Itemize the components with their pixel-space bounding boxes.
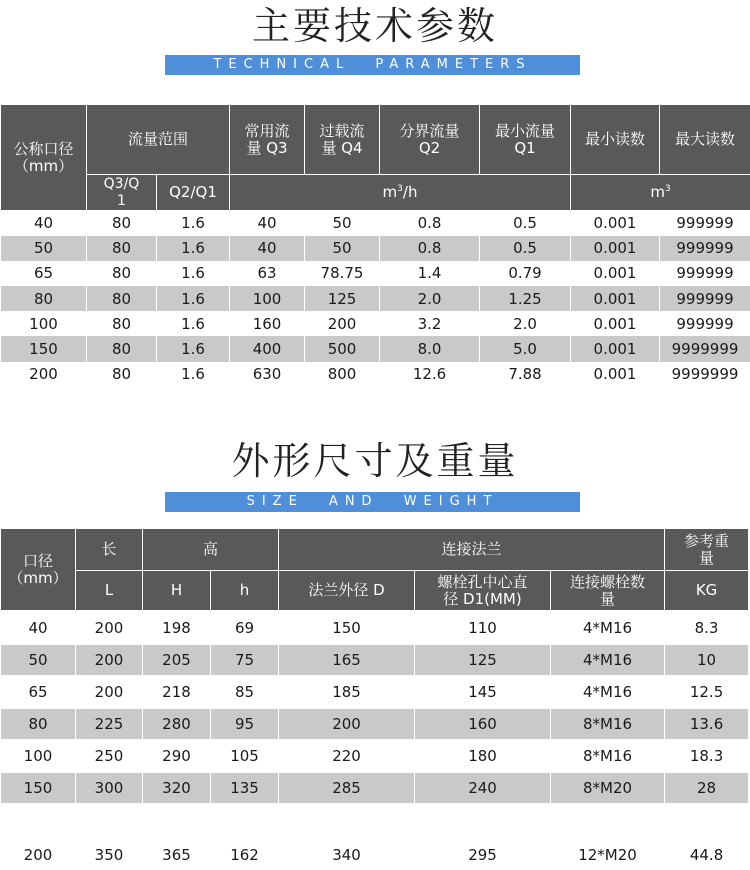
table-cell: 200 xyxy=(1,803,76,870)
header-min-reading: 最小读数 xyxy=(571,105,660,175)
header-L: L xyxy=(76,571,143,611)
table-cell: 10 xyxy=(665,645,749,675)
table-cell: 1.6 xyxy=(157,336,230,361)
table-cell: 200 xyxy=(76,611,143,645)
table-cell: 999999 xyxy=(660,211,750,236)
table-cell: 365 xyxy=(143,803,211,870)
table-row xyxy=(1,675,749,709)
table-row xyxy=(1,773,749,803)
table-row xyxy=(1,709,749,739)
table-cell: 630 xyxy=(230,362,305,387)
header-q3: 常用流 量 Q3 xyxy=(230,105,305,175)
table-cell: 218 xyxy=(143,675,211,709)
table-cell: 1.4 xyxy=(380,261,480,286)
table-cell: 205 xyxy=(143,645,211,675)
technical-parameters-table xyxy=(0,104,750,387)
table-cell: 5.0 xyxy=(480,336,571,361)
table-cell: 105 xyxy=(211,739,279,773)
table-cell: 8*M16 xyxy=(551,709,665,739)
table-cell: 800 xyxy=(305,362,380,387)
technical-parameters-title: 主要技术参数 xyxy=(0,2,750,50)
header-flange: 连接法兰 xyxy=(279,529,665,571)
table-row xyxy=(1,362,750,387)
table-cell: 340 xyxy=(279,803,415,870)
table-cell: 69 xyxy=(211,611,279,645)
table-cell: 80 xyxy=(87,311,157,336)
table-cell: 13.6 xyxy=(665,709,749,739)
table-cell: 0.001 xyxy=(571,211,660,236)
header-q1: 最小流量 Q1 xyxy=(480,105,571,175)
table-cell: 350 xyxy=(76,803,143,870)
table-cell: 300 xyxy=(76,773,143,803)
table-cell: 80 xyxy=(87,211,157,236)
table-cell: 80 xyxy=(87,286,157,311)
table-cell: 200 xyxy=(76,675,143,709)
table-cell: 185 xyxy=(279,675,415,709)
table-cell: 125 xyxy=(305,286,380,311)
table-cell: 2.0 xyxy=(380,286,480,311)
table-cell: 999999 xyxy=(660,286,750,311)
table-cell: 100 xyxy=(1,311,87,336)
table-cell: 0.79 xyxy=(480,261,571,286)
table-cell: 18.3 xyxy=(665,739,749,773)
table-cell: 75 xyxy=(211,645,279,675)
size-weight-table xyxy=(0,528,749,870)
table-cell: 7.88 xyxy=(480,362,571,387)
table-cell: 198 xyxy=(143,611,211,645)
header-q3-q1: Q3/Q 1 xyxy=(87,175,157,211)
table-cell: 0.001 xyxy=(571,362,660,387)
technical-parameters-banner: TECHNICAL PARAMETERS xyxy=(165,55,580,75)
size-weight-title: 外形尺寸及重量 xyxy=(0,436,750,486)
table-cell: 9999999 xyxy=(660,362,750,387)
table-cell: 150 xyxy=(1,773,76,803)
table-cell: 1.25 xyxy=(480,286,571,311)
table-cell: 0.001 xyxy=(571,236,660,261)
header-length: 长 xyxy=(76,529,143,571)
table-cell: 3.2 xyxy=(380,311,480,336)
table-cell: 0.8 xyxy=(380,211,480,236)
table-row xyxy=(1,803,749,870)
table-cell: 150 xyxy=(279,611,415,645)
table-row xyxy=(1,211,750,236)
table-cell: 160 xyxy=(415,709,551,739)
table-row xyxy=(1,336,750,361)
table-cell: 400 xyxy=(230,336,305,361)
header-bolt-circle-diameter: 螺栓孔中心直 径 D1(MM) xyxy=(415,571,551,611)
table-cell: 65 xyxy=(1,675,76,709)
table-row xyxy=(1,611,749,645)
table-cell: 225 xyxy=(76,709,143,739)
table-cell: 80 xyxy=(87,362,157,387)
table-cell: 50 xyxy=(1,236,87,261)
table-cell: 80 xyxy=(1,709,76,739)
table-cell: 50 xyxy=(1,645,76,675)
table-cell: 50 xyxy=(305,236,380,261)
header-reference-weight: 参考重 量 xyxy=(665,529,749,571)
table-row xyxy=(1,286,750,311)
table-cell: 4*M16 xyxy=(551,645,665,675)
table-cell: 4*M16 xyxy=(551,675,665,709)
table-cell: 250 xyxy=(76,739,143,773)
header-bolt-count: 连接螺栓数 量 xyxy=(551,571,665,611)
table-cell: 200 xyxy=(1,362,87,387)
table-cell: 12.5 xyxy=(665,675,749,709)
header-flow-unit: $m^3/h$ xyxy=(230,175,571,211)
table-cell: 240 xyxy=(415,773,551,803)
table-cell: 50 xyxy=(305,211,380,236)
header-flow-range: 流量范围 xyxy=(87,105,230,175)
table-row xyxy=(1,236,750,261)
table-cell: 0.001 xyxy=(571,311,660,336)
table-cell: 100 xyxy=(1,739,76,773)
table-cell: 80 xyxy=(87,236,157,261)
table-cell: 110 xyxy=(415,611,551,645)
table-cell: 8*M20 xyxy=(551,773,665,803)
table-cell: 125 xyxy=(415,645,551,675)
header-diameter: 口径 （mm） xyxy=(1,529,76,611)
table-cell: 1.6 xyxy=(157,362,230,387)
table-cell: 8.3 xyxy=(665,611,749,645)
header-h: h xyxy=(211,571,279,611)
table-cell: 200 xyxy=(76,645,143,675)
table-cell: 290 xyxy=(143,739,211,773)
table-cell: 220 xyxy=(279,739,415,773)
table-cell: 4*M16 xyxy=(551,611,665,645)
table-cell: 8*M16 xyxy=(551,739,665,773)
table-cell: 180 xyxy=(415,739,551,773)
table-cell: 0.5 xyxy=(480,236,571,261)
table-cell: 999999 xyxy=(660,311,750,336)
table-row xyxy=(1,645,749,675)
table-cell: 0.5 xyxy=(480,211,571,236)
table-cell: 12.6 xyxy=(380,362,480,387)
table-cell: 63 xyxy=(230,261,305,286)
table-cell: 80 xyxy=(87,336,157,361)
table-cell: 12*M20 xyxy=(551,803,665,870)
table-cell: 1.6 xyxy=(157,211,230,236)
table-cell: 0.8 xyxy=(380,236,480,261)
table-cell: 100 xyxy=(230,286,305,311)
header-q2-q1: Q2/Q1 xyxy=(157,175,230,211)
table-cell: 40 xyxy=(1,611,76,645)
table-cell: 2.0 xyxy=(480,311,571,336)
header-reading-unit: $m^3$ xyxy=(571,175,750,211)
table-cell: 999999 xyxy=(660,236,750,261)
table-cell: 40 xyxy=(1,211,87,236)
table-cell: 280 xyxy=(143,709,211,739)
table-cell: 80 xyxy=(1,286,87,311)
header-q2: 分界流量 Q2 xyxy=(380,105,480,175)
table-cell: 40 xyxy=(230,236,305,261)
table-cell: 0.001 xyxy=(571,261,660,286)
header-kg: KG xyxy=(665,571,749,611)
table-cell: 165 xyxy=(279,645,415,675)
header-q4: 过载流 量 Q4 xyxy=(305,105,380,175)
table-row xyxy=(1,261,750,286)
table-cell: 85 xyxy=(211,675,279,709)
table-cell: 1.6 xyxy=(157,311,230,336)
table-cell: 160 xyxy=(230,311,305,336)
table-row xyxy=(1,739,749,773)
table-cell: 1.6 xyxy=(157,236,230,261)
table-cell: 1.6 xyxy=(157,286,230,311)
table-cell: 999999 xyxy=(660,261,750,286)
table-cell: 320 xyxy=(143,773,211,803)
header-max-reading: 最大读数 xyxy=(660,105,750,175)
table-cell: 40 xyxy=(230,211,305,236)
table-cell: 44.8 xyxy=(665,803,749,870)
table-cell: 1.6 xyxy=(157,261,230,286)
table-cell: 200 xyxy=(305,311,380,336)
table-cell: 500 xyxy=(305,336,380,361)
table-cell: 162 xyxy=(211,803,279,870)
table-cell: 145 xyxy=(415,675,551,709)
table-cell: 0.001 xyxy=(571,286,660,311)
table-row xyxy=(1,311,750,336)
header-height: 高 xyxy=(143,529,279,571)
table-cell: 150 xyxy=(1,336,87,361)
table-cell: 200 xyxy=(279,709,415,739)
table-cell: 135 xyxy=(211,773,279,803)
table-cell: 78.75 xyxy=(305,261,380,286)
table-cell: 9999999 xyxy=(660,336,750,361)
table-cell: 295 xyxy=(415,803,551,870)
size-weight-banner: SIZE AND WEIGHT xyxy=(165,492,580,512)
table-cell: 80 xyxy=(87,261,157,286)
table-cell: 65 xyxy=(1,261,87,286)
header-flange-outer-diameter: 法兰外径 D xyxy=(279,571,415,611)
table-cell: 95 xyxy=(211,709,279,739)
header-nominal-diameter: 公称口径 （mm） xyxy=(1,105,87,211)
table-cell: 28 xyxy=(665,773,749,803)
table-cell: 8.0 xyxy=(380,336,480,361)
table-cell: 0.001 xyxy=(571,336,660,361)
table-cell: 285 xyxy=(279,773,415,803)
header-H: H xyxy=(143,571,211,611)
